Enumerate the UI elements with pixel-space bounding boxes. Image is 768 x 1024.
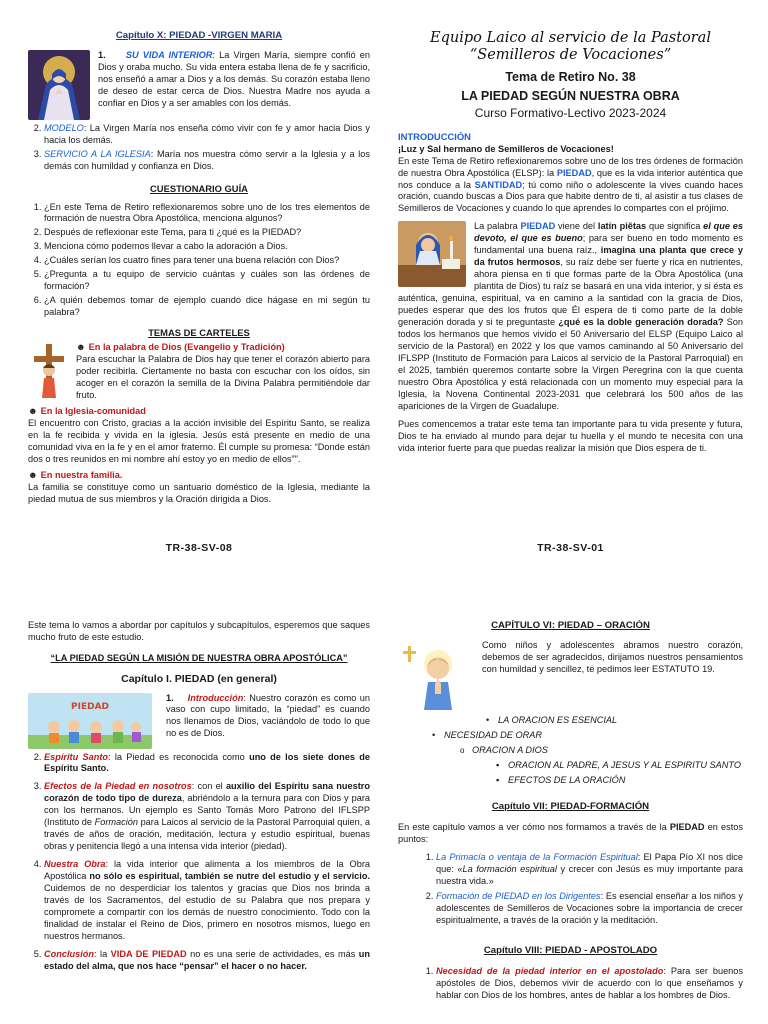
prayer-list-l3 xyxy=(494,760,743,787)
text-run: : la vida interior que alimenta a los miembros de la Obra Apostólica xyxy=(44,859,370,882)
text-run: : la Piedad es reconocida como xyxy=(108,751,250,762)
text-run: y crecer con Jesús es muy importante para nuestra vida.» xyxy=(436,863,743,886)
list-item xyxy=(44,949,370,973)
item-head: Necesidad de la piedad interior en el apostolado xyxy=(436,965,664,976)
item-head: Conclusión xyxy=(44,948,95,959)
item-text: : María nos muestra cómo servir a la Iglesia y a los demás con humildad y confianza en Dios. xyxy=(44,149,370,172)
theme-family xyxy=(28,470,370,506)
chapter-x-list xyxy=(28,123,370,173)
text-run: no es una serie de actividades, es más xyxy=(186,948,359,959)
praying-child-image xyxy=(398,642,468,712)
quiz-question: 3. Menciona cómo podemos llevar a cabo la adoración a Dios. xyxy=(44,241,370,253)
closing-paragraph: Pues comencemos a tratar este tema tan importante para tu vida presente y futura, Dios te ha enviado al mundo para dejar tu huella y el mundo te necesita con una vida interior fuerte para que puedas realizar la misión que Dios espera de ti. xyxy=(398,418,743,453)
emphasis-red-text: VIDA DE PIEDAD xyxy=(110,948,187,959)
piedad-illustration-image xyxy=(28,693,152,749)
text-run: en estos puntos: xyxy=(398,821,743,844)
theme-head: En la Iglesia-comunidad xyxy=(40,406,146,417)
keyword-piedad: PIEDAD xyxy=(520,221,556,232)
text-run: La palabra xyxy=(474,221,521,232)
emphasis-text: ¿qué es la doble generación dorada? xyxy=(558,317,724,327)
item-head: Nuestra Obra xyxy=(44,859,106,870)
item-head-vida-interior: SU VIDA INTERIOR xyxy=(125,50,213,61)
chapter-i-title: Capítulo I. PIEDAD (en general) xyxy=(121,672,277,685)
item-head: Espíritu Santo xyxy=(44,751,108,762)
course-subtitle: Curso Formativo-Lectivo 2023-2024 xyxy=(474,105,667,120)
theme-text: La familia se constituye como un santuario doméstico de la Iglesia, mediante la piedad mutua de sus miembros y la Oración dirigida a Dios. xyxy=(28,481,370,504)
chapter-vi-title: CAPÍTULO VI: PIEDAD – ORACIÓN xyxy=(491,620,650,631)
organization-script-line-1: Equipo Laico al servicio de la Pastoral xyxy=(430,30,711,46)
item-number: 1. xyxy=(98,50,106,61)
meaning-text: el que es devoto, el que es bueno xyxy=(474,221,743,244)
list-item xyxy=(436,966,743,1002)
page-panel-chapter-x xyxy=(28,30,370,570)
item-head: Introducción xyxy=(187,692,244,703)
chapter-viii-list xyxy=(398,966,743,1002)
list-item xyxy=(44,149,370,173)
item-head-modelo: MODELO xyxy=(44,123,84,134)
paragraph-text: Como niños y adolescentes abramos nuestro corazón, debemos de ser agradecidos, dirijamos nuestros pensamientos con humildad y sencillez, te pedimos leer ESTATUTO 19. xyxy=(482,640,743,675)
prayer-list-l2 xyxy=(458,745,743,757)
item-text: : Nuestro corazón es como un vaso con cupo limitado, la “piedad” es cuando nos llenamos de Dios, vaciándolo de todo lo que no es de Dios. xyxy=(166,692,370,739)
list-item xyxy=(436,891,743,927)
quiz-question: 4. ¿Cuáles serían los cuatro fines para tener una buena relación con Dios? xyxy=(44,255,370,267)
intro-paragraph xyxy=(398,156,743,216)
page-code: TR-38-SV-01 xyxy=(537,542,604,555)
latin-term: latín piĕtas xyxy=(597,221,647,232)
text-run: : Para ser buenos apóstoles de Dios, debemos vivir de acuerdo con lo que enseñamos y hablar con Dios de los hombres, antes de hablar a los hombres de Dios. xyxy=(436,965,743,1000)
text-run: que significa xyxy=(646,221,704,232)
emphasis-text: imagina una planta que crece y da frutos hermosos xyxy=(474,245,743,268)
list-item: ▪ ORACION AL PADRE, A JESUS Y AL ESPIRITU SANTO xyxy=(494,760,743,772)
quiz-title: CUESTIONARIO GUÍA xyxy=(150,183,248,195)
image-caption: PIEDAD xyxy=(71,701,109,712)
text-run: En este capítulo vamos a ver cómo nos formamos a través de la xyxy=(398,821,670,832)
quiz-question: 5. ¿Pregunta a tu equipo de servicio cuántas y cuáles son las órdenes de formación? xyxy=(44,269,370,293)
item-number: 1. xyxy=(166,692,174,703)
chapter-x-title: Capítulo X: PIEDAD -VIRGEN MARIA xyxy=(115,30,283,41)
list-item xyxy=(44,859,370,943)
quiz-question: 1. ¿En este Tema de Retiro reflexionaremos sobre uno de los tres elementos de formación de nuestra Obra Apostólica, menciona algunos? xyxy=(44,202,370,226)
organization-script-line-2: “Semilleros de Vocaciones” xyxy=(469,46,672,63)
virgin-mary-image xyxy=(28,50,90,120)
list-item xyxy=(44,752,370,776)
piedad-definition-paragraph xyxy=(398,221,743,412)
list-item: ▪ EFECTOS DE LA ORACIÓN xyxy=(494,775,743,787)
page-title: LA PIEDAD SEGÚN NUESTRA OBRA xyxy=(461,88,680,103)
child-with-cross-image xyxy=(32,342,66,400)
chapter-vi-paragraph xyxy=(398,640,743,676)
themes-title: TEMAS DE CARTELES xyxy=(148,327,250,339)
italic-text: La formación espiritual xyxy=(462,863,557,874)
text-run: : con el xyxy=(191,781,226,792)
text-run: : Es esencial enseñar a los niños y adolescentes de Semilleros de Vocaciones sobre la importancia de crecer espiritualmente, a través de la oración y la meditación. xyxy=(436,891,743,926)
prayer-list-l1 xyxy=(484,715,743,727)
theme-text: Para escuchar la Palabra de Dios hay que tener el corazón abierto para poder recibirla. Ciertamente no basta con escuchar con los oídos, sin acoger en el corazón la semilla de la Divina Palabra permitiéndole dar fruto. xyxy=(76,354,370,401)
text-run: , abriéndolo a la ternura para con Dios y para con los hermanos. Un ejemplo es Santo Tomás Moro Patrono del IFLSPP (Instituto de xyxy=(44,793,370,828)
praying-girl-image xyxy=(398,221,466,287)
emphasis-text: auxilio del Espíritu sana nuestro corazón de todo tipo de dureza xyxy=(44,781,370,804)
text-run: Cuidemos de no desperdiciar los talentos y gracias que Dios nos brinda a través de los Sacramentos, del estudio de su Palabra que nos prepara y compromete a compartir con los demás de nuestro conocimiento. Todo con la finalidad de instalar el Reino de Dios, primero en nosotros mismos, luego en nuestros hermanos. xyxy=(44,883,370,941)
page-panel-chapters-vi-viii xyxy=(398,620,743,1024)
item-head: Formación de PIEDAD en los Dirigentes xyxy=(436,891,601,902)
quiz-list xyxy=(28,202,370,320)
text-run: , que es la vida interior auténtica que nos conduce a la xyxy=(398,167,743,190)
list-item: • NECESIDAD DE ORAR xyxy=(430,730,743,742)
chapter-i-item-1 xyxy=(28,693,370,741)
text-run: ; tú como niño o adolescente la vives cuando haces oración, cuando buscas a Dios para que habite dentro de ti, al asistir a tus clases de Semilleros de Vocaciones y cuando lo que aprendes lo compartes con el prójimo. xyxy=(398,179,743,214)
text-run: ; para ser bueno en todo momento es fundamental una buena raíz., xyxy=(474,233,743,256)
emphasis-text: un estado del alma, que nos hace “pensar” el hacer o no hacer. xyxy=(44,948,370,971)
intro-text: Este tema lo vamos a abordar por capítulos y subcapítulos, esperemos que saques mucho fruto de este estudio. xyxy=(28,620,370,642)
theme-text: El encuentro con Cristo, gracias a la acción invisible del Espíritu Santo, se realiza en la fe recibida y vivida en la iglesia. Jesús está presente en medio de una comunidad viva en la fe y en el amor fraterno. Él cumple su promesa: “Donde están dos o tres reunidos en mi nombre ahí estoy yo en medio de ellos”". xyxy=(28,418,370,464)
intro-greeting: ¡Luz y Sal hermano de Semilleros de Vocaciones! xyxy=(398,143,614,154)
text-run: , su raíz debe ser fuerte y rica en nutrientes, ahora piensa en ti que formas parte de la Obra Apostólica (una plantita de Dios) tu raíz se basará en una vida interior, y si ésta es auténtica, genuina, espiritual, va en camino a la santidad con la gracia de Dios, puedes esperar que des los frutos que Él espera de ti como parte de la doble generación dorada y si te preguntaste xyxy=(398,257,743,327)
text-run: : El Papa Pío XI nos dice que: « xyxy=(436,851,743,874)
chapter-vii-list xyxy=(398,852,743,928)
list-item: o ORACION A DIOS xyxy=(458,745,743,757)
keyword-santidad: SANTIDAD xyxy=(474,179,523,190)
keyword-piedad: PIEDAD xyxy=(669,821,705,832)
mission-title: “LA PIEDAD SEGÚN LA MISIÓN DE NUESTRA OBRA APOSTÓLICA” xyxy=(50,652,348,663)
text-run: En este Tema de Retiro reflexionaremos sobre uno de los tres órdenes de formación de nuestra Obra Apostólica (ELSP): la xyxy=(398,155,743,178)
quiz-question: 6. ¿A quién debemos tomar de ejemplo cuando dice hágase en mi según tu palabra? xyxy=(44,295,370,319)
keyword-piedad: PIEDAD xyxy=(556,167,592,178)
item-text: : La Virgen María nos enseña cómo vivir con fe y amor hacia Dios y hacia los demás. xyxy=(44,123,370,146)
prayer-list-l0 xyxy=(430,730,743,742)
list-item xyxy=(44,781,370,853)
smile-icon: ☻ xyxy=(28,406,38,417)
list-item xyxy=(44,123,370,147)
theme-head: En nuestra familia. xyxy=(40,469,123,480)
text-run: viene del xyxy=(555,221,598,232)
item-head-servicio: SERVICIO A LA IGLESIA xyxy=(44,149,151,160)
chapter-viii-title: Capítulo VIII: PIEDAD - APOSTOLADO xyxy=(483,945,658,957)
chapter-vii-intro xyxy=(398,822,743,846)
page-code: TR-38-SV-08 xyxy=(165,542,233,555)
theme-head: En la palabra de Dios (Evangelio y Tradición) xyxy=(88,342,285,353)
text-run: : la xyxy=(94,948,111,959)
emphasis-text: uno de los siete dones de Espíritu Santo. xyxy=(44,751,370,774)
theme-word-of-god xyxy=(28,342,370,402)
smile-icon: ☻ xyxy=(76,342,86,353)
text-run: para Laicos al servicio de la Pastoral Parroquial quien, a través de años de oración, meditación, lectura y estudio espiritual, buenas obras y penitencia llegó a una intensa vida interior (piedad). xyxy=(44,817,370,852)
item-head: La Primacía o ventaja de la Formación Espiritual xyxy=(436,851,638,862)
intro-heading: INTRODUCCIÓN xyxy=(398,131,471,143)
theme-church xyxy=(28,406,370,466)
chapter-vii-title: Capítulo VII: PIEDAD-FORMACIÓN xyxy=(491,801,650,813)
emphasis-text: no sólo es espiritual, también se nutre del estudio y el servicio. xyxy=(89,871,370,882)
item-head: Efectos de la Piedad en nosotros xyxy=(44,781,192,792)
list-item xyxy=(436,852,743,888)
list-item: • LA ORACION ES ESENCIAL xyxy=(484,715,743,727)
quiz-question: 2. Después de reflexionar este Tema, para ti ¿qué es la PIEDAD? xyxy=(44,227,370,239)
text-run: Son todos los hermanos que hemos vivido el 50 Aniversario del ELSP (Equipo Laico al servicio de la Pastoral) en 2022 y los que vamos caminando al 50 Aniversario del IFLSPP (Instituto de Formación para Laicos al servicio de la Pastoral Parroquial) en el 2025, también queremos contarte sobre la Virgen Peregrina con la que cuenta nuestro Obra Apostólica y está relacionada con un momento muy especial para la Iglesia, la Novena Continental 2023-2031 que celebrará los 500 años de las apariciones de la Virgen de Guadalupe. xyxy=(398,317,743,411)
smile-icon: ☻ xyxy=(28,469,38,480)
page-panel-cover xyxy=(398,30,743,570)
chapter-x-item-1 xyxy=(28,50,370,110)
page-panel-chapter-i xyxy=(28,620,370,1024)
chapter-i-list xyxy=(28,752,370,973)
italic-text: Formación xyxy=(94,817,138,828)
item-text: : La Virgen María, siempre confió en Dios y oraba mucho. Su vida entera estaba llena de fe y sacrificio, nos enseñó a amar a Dios y a los demás. Su corazón estaba lleno de deseo de estar cerca de Dios. Nuestra Madre nos ayuda a confiar en Dios y a ser amables con los demás. xyxy=(98,50,370,109)
retiro-number: Tema de Retiro No. 38 xyxy=(505,70,636,85)
